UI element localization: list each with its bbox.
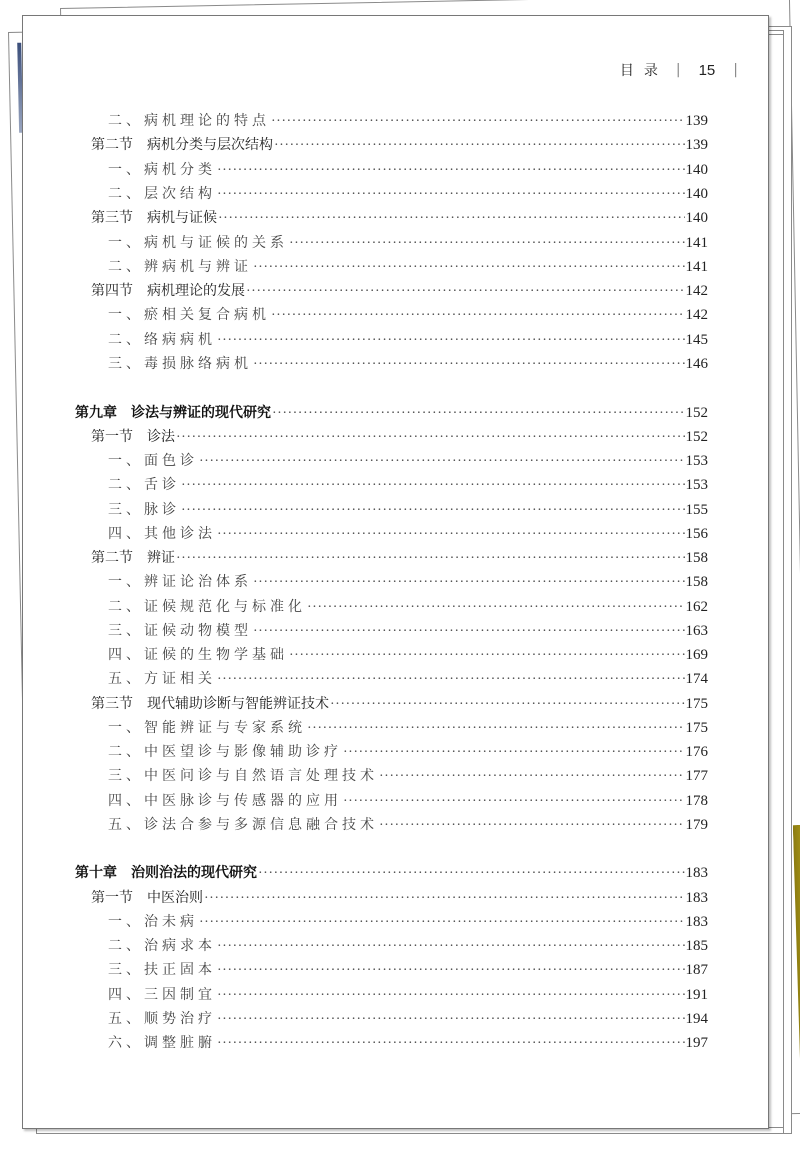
toc-entry-title: 一、病机分类 bbox=[108, 162, 216, 178]
toc-chapter-entry[interactable] bbox=[75, 862, 708, 884]
toc-section-entry[interactable] bbox=[91, 426, 708, 448]
toc-page-number: 140 bbox=[685, 186, 708, 202]
toc-page-number: 177 bbox=[685, 768, 708, 784]
dot-leader bbox=[379, 818, 685, 834]
toc-entry-title: 二、病机理论的特点 bbox=[108, 113, 270, 129]
toc-entry-label bbox=[108, 911, 198, 931]
toc-entry-label bbox=[108, 668, 216, 688]
toc-entry-title: 三、证候动物模型 bbox=[108, 623, 252, 639]
toc-item-entry[interactable] bbox=[108, 232, 708, 254]
toc-item-entry[interactable] bbox=[108, 523, 708, 545]
toc-item-entry[interactable] bbox=[108, 1008, 708, 1030]
toc-entry-label bbox=[108, 523, 216, 543]
toc-item-entry[interactable] bbox=[108, 790, 708, 812]
dot-leader bbox=[379, 769, 685, 785]
toc-entry-label bbox=[108, 571, 252, 591]
toc-page-number: 141 bbox=[685, 235, 708, 251]
dot-leader bbox=[289, 236, 685, 252]
dot-leader bbox=[253, 357, 685, 373]
toc-section-entry[interactable] bbox=[91, 134, 708, 156]
toc-section-entry[interactable] bbox=[91, 693, 708, 715]
toc-entry-label bbox=[108, 984, 216, 1004]
dot-leader bbox=[271, 114, 685, 130]
toc-entry-title: 病机分类与层次结构 bbox=[147, 137, 273, 153]
toc-entry-label bbox=[91, 207, 217, 227]
toc-entry-prefix: 第一节 bbox=[91, 429, 133, 445]
toc-entry-title: 辨证 bbox=[147, 550, 175, 566]
dot-leader bbox=[246, 284, 685, 300]
toc-item-entry[interactable] bbox=[108, 717, 708, 739]
toc-entry-prefix: 第九章 bbox=[75, 405, 117, 421]
toc-item-entry[interactable] bbox=[108, 450, 708, 472]
toc-entry-title: 诊法与辨证的现代研究 bbox=[131, 405, 271, 421]
header-title: 目录 bbox=[619, 63, 668, 79]
toc-item-entry[interactable] bbox=[108, 256, 708, 278]
toc-entry-label bbox=[91, 280, 245, 300]
toc-entry-title: 一、瘀相关复合病机 bbox=[108, 307, 270, 323]
toc-entry-label bbox=[108, 329, 216, 349]
dot-leader bbox=[307, 600, 685, 616]
toc-page bbox=[22, 15, 769, 1129]
toc-page-number: 145 bbox=[685, 332, 708, 348]
toc-entry-title: 二、证候规范化与标准化 bbox=[108, 599, 306, 615]
toc-item-entry[interactable] bbox=[108, 765, 708, 787]
dot-leader bbox=[217, 333, 685, 349]
header-divider: | bbox=[675, 62, 681, 78]
toc-entry-label bbox=[91, 426, 175, 446]
toc-page-number: 140 bbox=[685, 162, 708, 178]
toc-entry-prefix: 第四节 bbox=[91, 283, 133, 299]
toc-page-number: 185 bbox=[685, 938, 708, 954]
toc-entry-label bbox=[108, 790, 342, 810]
toc-entry-title: 现代辅助诊断与智能辨证技术 bbox=[147, 696, 329, 712]
toc-item-entry[interactable] bbox=[108, 935, 708, 957]
toc-entry-label bbox=[108, 644, 288, 664]
toc-entry-label bbox=[108, 474, 180, 494]
dot-leader bbox=[181, 503, 685, 519]
toc-item-entry[interactable] bbox=[108, 499, 708, 521]
toc-entry-title: 二、治病求本 bbox=[108, 938, 216, 954]
dot-leader bbox=[253, 575, 685, 591]
toc-page-number: 142 bbox=[685, 283, 708, 299]
dot-leader bbox=[181, 478, 685, 494]
toc-page-number: 139 bbox=[685, 113, 708, 129]
dot-leader bbox=[199, 915, 685, 931]
toc-page-number: 153 bbox=[685, 453, 708, 469]
dot-leader bbox=[217, 988, 685, 1004]
toc-item-entry[interactable] bbox=[108, 183, 708, 205]
toc-entry-title: 二、辨病机与辨证 bbox=[108, 259, 252, 275]
toc-item-entry[interactable] bbox=[108, 159, 708, 181]
toc-page-number: 197 bbox=[685, 1035, 708, 1051]
toc-entry-title: 四、三因制宜 bbox=[108, 987, 216, 1003]
toc-page-number: 178 bbox=[685, 793, 708, 809]
toc-entry-prefix: 第三节 bbox=[91, 210, 133, 226]
toc-item-entry[interactable] bbox=[108, 620, 708, 642]
toc-entry-prefix: 第二节 bbox=[91, 550, 133, 566]
dot-leader bbox=[307, 721, 685, 737]
toc-entry-title: 四、中医脉诊与传感器的应用 bbox=[108, 793, 342, 809]
toc-entry-title: 病机理论的发展 bbox=[147, 283, 245, 299]
toc-item-entry[interactable] bbox=[108, 644, 708, 666]
toc-entry-title: 二、舌诊 bbox=[108, 477, 180, 493]
toc-page-number: 156 bbox=[685, 526, 708, 542]
dot-leader bbox=[217, 963, 685, 979]
toc-entry-title: 一、治未病 bbox=[108, 914, 198, 930]
toc-page-number: 174 bbox=[685, 671, 708, 687]
toc-entry-label bbox=[91, 134, 273, 154]
toc-entry-title: 三、中医问诊与自然语言处理技术 bbox=[108, 768, 378, 784]
toc-entry-label bbox=[108, 110, 270, 130]
toc-page-number: 175 bbox=[685, 720, 708, 736]
toc-section-entry[interactable] bbox=[91, 280, 708, 302]
toc-item-entry[interactable] bbox=[108, 984, 708, 1006]
dot-leader bbox=[217, 527, 685, 543]
toc-page-number: 153 bbox=[685, 477, 708, 493]
toc-item-entry[interactable] bbox=[108, 668, 708, 690]
toc-item-entry[interactable] bbox=[108, 110, 708, 132]
toc-entry-title: 二、层次结构 bbox=[108, 186, 216, 202]
toc-entry-prefix: 第三节 bbox=[91, 696, 133, 712]
toc-item-entry[interactable] bbox=[108, 304, 708, 326]
toc-entry-label bbox=[108, 935, 216, 955]
dot-leader bbox=[176, 551, 685, 567]
toc-entry-prefix: 第十章 bbox=[75, 865, 117, 881]
toc-entry-title: 六、调整脏腑 bbox=[108, 1035, 216, 1051]
toc-page-number: 179 bbox=[685, 817, 708, 833]
toc-page-number: 191 bbox=[685, 987, 708, 1003]
toc-item-entry[interactable] bbox=[108, 959, 708, 981]
toc-page-number: 169 bbox=[685, 647, 708, 663]
toc-page-number: 139 bbox=[685, 137, 708, 153]
toc-item-entry[interactable] bbox=[108, 353, 708, 375]
dot-leader bbox=[258, 866, 685, 882]
toc-chapter-entry[interactable] bbox=[75, 402, 708, 424]
toc-entry-title: 一、面色诊 bbox=[108, 453, 198, 469]
toc-entry-label bbox=[91, 693, 329, 713]
toc-entry-label bbox=[108, 1008, 216, 1028]
toc-page-number: 183 bbox=[685, 865, 708, 881]
dot-leader bbox=[199, 454, 685, 470]
dot-leader bbox=[274, 138, 685, 154]
toc-entry-title: 五、方证相关 bbox=[108, 671, 216, 687]
toc-item-entry[interactable] bbox=[108, 329, 708, 351]
toc-entry-prefix: 第一节 bbox=[91, 890, 133, 906]
header-page-number: 15 bbox=[698, 61, 716, 79]
dot-leader bbox=[343, 794, 685, 810]
toc-entry-label bbox=[108, 353, 252, 373]
toc-entry-label bbox=[91, 547, 175, 567]
toc-entry-label bbox=[108, 232, 288, 252]
toc-page-number: 142 bbox=[685, 307, 708, 323]
toc-entry-title: 二、络病病机 bbox=[108, 332, 216, 348]
olive-page-edge bbox=[793, 825, 800, 1085]
toc-page-number: 152 bbox=[685, 405, 708, 421]
toc-item-entry[interactable] bbox=[108, 474, 708, 496]
toc-section-entry[interactable] bbox=[91, 547, 708, 569]
toc-page-number: 146 bbox=[685, 356, 708, 372]
toc-entry-label bbox=[108, 256, 252, 276]
dot-leader bbox=[217, 672, 685, 688]
toc-page-number: 194 bbox=[685, 1011, 708, 1027]
toc-entry-title: 五、诊法合参与多源信息融合技术 bbox=[108, 817, 378, 833]
toc-entry-title: 三、脉诊 bbox=[108, 502, 180, 518]
toc-entry-title: 治则治法的现代研究 bbox=[131, 865, 257, 881]
toc-item-entry[interactable] bbox=[108, 911, 708, 933]
toc-page-number: 176 bbox=[685, 744, 708, 760]
toc-page-number: 162 bbox=[685, 599, 708, 615]
toc-entry-label bbox=[108, 1032, 216, 1052]
toc-item-entry[interactable] bbox=[108, 1032, 708, 1054]
toc-page-number: 175 bbox=[685, 696, 708, 712]
dot-leader bbox=[330, 697, 685, 713]
toc-section-entry[interactable] bbox=[91, 207, 708, 229]
toc-entry-label bbox=[108, 159, 216, 179]
toc-page-number: 152 bbox=[685, 429, 708, 445]
toc-item-entry[interactable] bbox=[108, 596, 708, 618]
toc-entry-label bbox=[108, 741, 342, 761]
dot-leader bbox=[217, 163, 685, 179]
dot-leader bbox=[217, 939, 685, 955]
toc-page-number: 140 bbox=[685, 210, 708, 226]
toc-section-entry[interactable] bbox=[91, 887, 708, 909]
dot-leader bbox=[217, 1036, 685, 1052]
toc-entry-title: 一、智能辨证与专家系统 bbox=[108, 720, 306, 736]
toc-page-number: 183 bbox=[685, 914, 708, 930]
toc-item-entry[interactable] bbox=[108, 741, 708, 763]
toc-entry-label bbox=[108, 499, 180, 519]
dot-leader bbox=[176, 430, 685, 446]
dot-leader bbox=[217, 187, 685, 203]
toc-entry-label bbox=[108, 717, 306, 737]
toc-entry-title: 一、病机与证候的关系 bbox=[108, 235, 288, 251]
toc-entry-label bbox=[108, 304, 270, 324]
toc-page-number: 163 bbox=[685, 623, 708, 639]
toc-entry-label bbox=[75, 862, 257, 882]
toc-entry-label bbox=[75, 402, 271, 422]
toc-entry-title: 中医治则 bbox=[147, 890, 203, 906]
toc-page-number: 187 bbox=[685, 962, 708, 978]
toc-item-entry[interactable] bbox=[108, 571, 708, 593]
toc-page-number: 141 bbox=[685, 259, 708, 275]
dot-leader bbox=[204, 891, 685, 907]
toc-entry-title: 一、辨证论治体系 bbox=[108, 574, 252, 590]
dot-leader bbox=[272, 406, 685, 422]
toc-entry-label bbox=[108, 959, 216, 979]
toc-entry-label bbox=[91, 887, 203, 907]
toc-entry-prefix: 第二节 bbox=[91, 137, 133, 153]
dot-leader bbox=[271, 308, 685, 324]
dot-leader bbox=[253, 624, 685, 640]
running-header bbox=[620, 60, 738, 80]
toc-entry-label bbox=[108, 183, 216, 203]
toc-entry-label bbox=[108, 450, 198, 470]
toc-page-number: 158 bbox=[685, 550, 708, 566]
toc-page-number: 183 bbox=[685, 890, 708, 906]
toc-entry-title: 五、顺势治疗 bbox=[108, 1011, 216, 1027]
toc-entry-title: 诊法 bbox=[147, 429, 175, 445]
dot-leader bbox=[343, 745, 685, 761]
toc-item-entry[interactable] bbox=[108, 814, 708, 836]
header-divider: | bbox=[733, 62, 738, 78]
dot-leader bbox=[217, 1012, 685, 1028]
toc-entry-label bbox=[108, 814, 378, 834]
toc-entry-title: 三、扶正固本 bbox=[108, 962, 216, 978]
toc-entry-title: 病机与证候 bbox=[147, 210, 217, 226]
toc-entry-label bbox=[108, 620, 252, 640]
toc-entry-title: 四、其他诊法 bbox=[108, 526, 216, 542]
toc-entry-title: 二、中医望诊与影像辅助诊疗 bbox=[108, 744, 342, 760]
toc-entry-title: 三、毒损脉络病机 bbox=[108, 356, 252, 372]
dot-leader bbox=[253, 260, 685, 276]
toc-entry-title: 四、证候的生物学基础 bbox=[108, 647, 288, 663]
toc-entry-label bbox=[108, 596, 306, 616]
toc-entry-label bbox=[108, 765, 378, 785]
dot-leader bbox=[289, 648, 685, 664]
toc-page-number: 155 bbox=[685, 502, 708, 518]
toc-page-number: 158 bbox=[685, 574, 708, 590]
dot-leader bbox=[218, 211, 685, 227]
